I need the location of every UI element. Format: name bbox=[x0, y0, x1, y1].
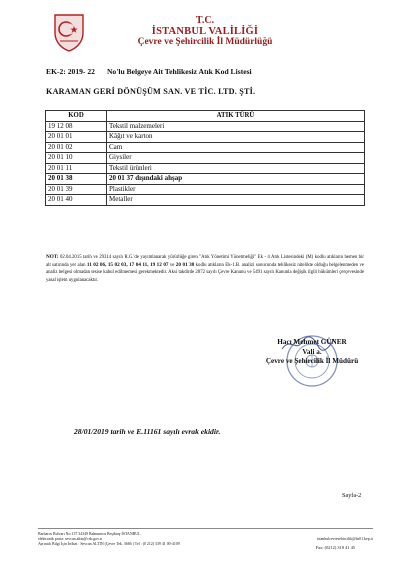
note-text-3: kodlu atıkların Ek-1.B. analizi sonucunda tehlikesiz nitelikte olduğu belgelenmeden ve analiz belgesi olmadan tesise kabul edilmemesi gerekmektedir. Aksi takdirde 2872 sayılı Çevre Kanunu ve 5491 sayılı Kanunla değişik ilgili hükümleri çerçevesinde yasal işlem uygulanacaktır. bbox=[46, 262, 365, 283]
note-text-2: ve bbox=[169, 262, 175, 268]
footer-kep: istanbulcevresehircilik@hs01.kep.tr bbox=[316, 537, 373, 542]
table-row bbox=[46, 132, 365, 143]
subject-ref: EK-2: 2019- 22 bbox=[46, 67, 95, 76]
note-label: NOT: bbox=[46, 254, 59, 260]
waste-code-cell: 20 01 40 bbox=[46, 195, 107, 206]
footer-email-label: elektronik posta: bbox=[38, 537, 65, 542]
subject-title: No'lu Belgeye Ait Tehlikesiz Atık Kod Listesi bbox=[106, 67, 252, 76]
waste-code-cell: 19 12 08 bbox=[46, 121, 107, 132]
ministry-emblem-icon bbox=[51, 11, 87, 53]
waste-code-cell: 20 01 39 bbox=[46, 184, 107, 195]
document-header bbox=[95, 16, 315, 48]
attachment-stamp: 28/01/2019 tarih ve E.11161 sayılı evrak ekidir. bbox=[74, 427, 221, 436]
waste-type-cell: Cam bbox=[107, 142, 365, 153]
waste-type-cell: Metaller bbox=[107, 195, 365, 206]
waste-type-cell: Kâğıt ve karton bbox=[107, 132, 365, 143]
header-republic: T.C. bbox=[195, 15, 215, 26]
footer-address: Barbaros Bulvarı No:137 34349 Balmumcu Beşiktaş-İSTANBUL bbox=[38, 532, 141, 536]
waste-code-cell: 20 01 02 bbox=[46, 142, 107, 153]
waste-code-cell: 20 01 01 bbox=[46, 132, 107, 143]
waste-code-cell: 20 01 10 bbox=[46, 153, 107, 164]
header-directorate: Çevre ve Şehircilik İl Müdürlüğü bbox=[137, 37, 273, 47]
footer-email: sevcan.altin@csb.gov.tr bbox=[65, 537, 103, 542]
column-header-type: ATIK TÜRÜ bbox=[107, 111, 365, 122]
signatory-role-1: Vali a. bbox=[302, 347, 322, 356]
table-row bbox=[46, 195, 365, 206]
table-header-row bbox=[46, 111, 365, 122]
table-row bbox=[46, 174, 365, 185]
company-name: KARAMAN GERİ DÖNÜŞÜM SAN. VE TİC. LTD. ŞTİ. bbox=[46, 87, 256, 96]
waste-code-cell: 20 01 38 bbox=[46, 174, 107, 185]
waste-type-cell: Plastikler bbox=[107, 184, 365, 195]
note-text-1: 02.04.2015 tarih ve 29314 sayılı R.G.'de yayımlanarak yürürlüğe giren "Atık Yönetimi Yönetmeliği" Ek - 4 Atık Listesindeki (M) kodlu atıkların hemen bir alt satırında yer alan bbox=[46, 255, 365, 268]
waste-type-cell: Tekstil malzemeleri bbox=[107, 121, 365, 132]
table-body bbox=[46, 121, 365, 205]
note-codes: 11 02 06, 15 02 03, 17 04 11, 19 12 07 bbox=[86, 261, 169, 268]
note-code-last: 20 01 38 bbox=[175, 261, 195, 268]
subject-line bbox=[46, 67, 264, 76]
table-row bbox=[46, 153, 365, 164]
table-row bbox=[46, 163, 365, 174]
waste-code-table bbox=[45, 110, 365, 206]
footer bbox=[38, 528, 373, 548]
table-row bbox=[46, 184, 365, 195]
waste-code-cell: 20 01 11 bbox=[46, 163, 107, 174]
column-header-code: KOD bbox=[46, 111, 107, 122]
legal-note bbox=[46, 254, 364, 284]
table-row bbox=[46, 121, 365, 132]
footer-fax: Fax: (0212) 318 41 45 bbox=[315, 545, 355, 550]
header-governorship: İSTANBUL VALİLİĞİ bbox=[151, 25, 259, 37]
footer-info: Ayrıntılı Bilgi İçin İrtibat : Sevcan ALTIN (Çevre Tek. 3666 ) Tel : (0 212) 339 41 00-4109 bbox=[38, 542, 180, 547]
page-number: Sayfa-2 bbox=[342, 492, 362, 499]
waste-type-cell: 20 01 37 dışındaki ahşap bbox=[107, 174, 365, 185]
waste-type-cell: Giysiler bbox=[107, 153, 365, 164]
signature-block bbox=[252, 338, 372, 367]
signatory-name: Hacı Mehmet GÜNER bbox=[277, 338, 347, 346]
table-row bbox=[46, 142, 365, 153]
waste-type-cell: Tekstil ürünleri bbox=[107, 163, 365, 174]
signatory-role-2: Çevre ve Şehircilik İl Müdürü bbox=[265, 357, 359, 365]
